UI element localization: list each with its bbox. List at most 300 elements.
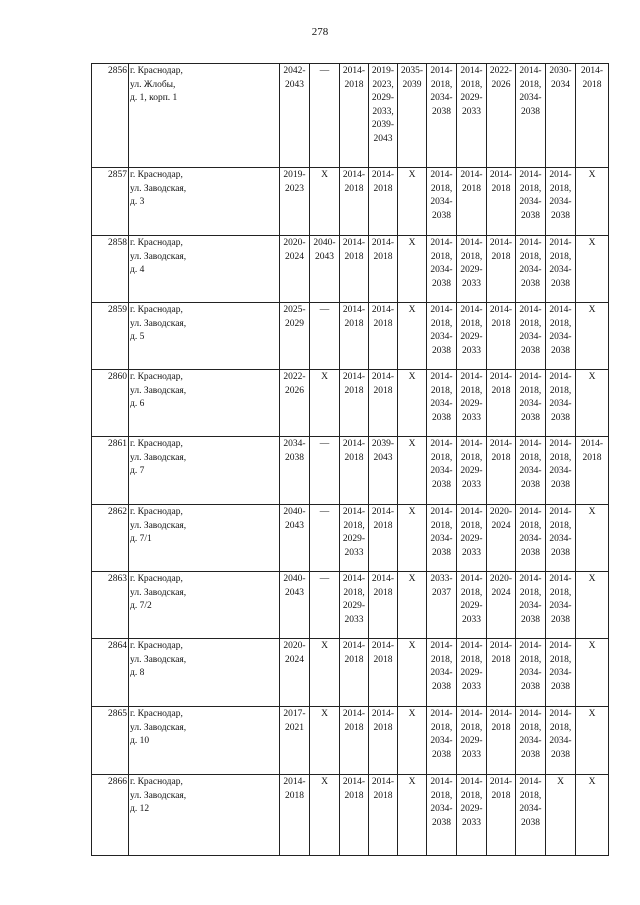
period-line: 2034- — [430, 332, 453, 342]
address-line: ул. Заводская, — [130, 790, 187, 801]
period-line: 2014- — [460, 305, 483, 315]
table-row — [92, 168, 609, 236]
address-line: д. 7 — [130, 466, 145, 476]
schedule-period-cell — [487, 303, 516, 370]
schedule-period-cell — [369, 639, 398, 707]
repair-schedule-table — [91, 63, 609, 856]
period-line: 2018, — [430, 79, 453, 90]
period-line: 2034- — [430, 197, 453, 207]
period-line: 2019- — [371, 66, 395, 76]
period-line: Х — [588, 507, 596, 517]
period-line: 2018, — [519, 318, 542, 329]
period-line: 2026 — [285, 385, 304, 396]
schedule-period-cell — [546, 64, 576, 168]
schedule-period-cell — [576, 505, 609, 572]
period-line: 2038 — [432, 412, 451, 423]
schedule-period-cell — [340, 505, 369, 572]
period-line: 2018, — [460, 654, 483, 665]
period-line: 2038 — [551, 681, 570, 692]
period-line: 2023, — [372, 79, 394, 90]
address-line: ул. Заводская, — [130, 318, 187, 329]
row-number-cell: 2860 — [92, 370, 129, 437]
period-line: Х — [588, 641, 596, 651]
schedule-period-cell — [487, 370, 516, 437]
schedule-period-cell — [487, 505, 516, 572]
schedule-period-cell — [340, 303, 369, 370]
schedule-period-cell — [546, 639, 576, 707]
address-line: ул. Заводская, — [130, 654, 187, 665]
period-line: 2043 — [373, 133, 393, 144]
period-line: 2033 — [462, 106, 481, 117]
schedule-period-cell — [280, 775, 310, 856]
period-line: 2034- — [519, 197, 542, 207]
schedule-period-cell — [427, 236, 457, 303]
schedule-period-cell — [516, 168, 546, 236]
period-line: 2018, — [460, 790, 483, 801]
period-line: 2014- — [549, 641, 572, 651]
schedule-period-cell — [369, 775, 398, 856]
schedule-period-cell — [516, 639, 546, 707]
schedule-period-cell — [457, 236, 487, 303]
period-line: 2014- — [371, 170, 395, 180]
period-line: 2038 — [521, 817, 540, 828]
schedule-period-cell — [427, 775, 457, 856]
period-line: 2014- — [519, 238, 542, 248]
schedule-period-cell — [310, 639, 340, 707]
address-line: ул. Жлобы, — [130, 79, 176, 90]
period-line: Х — [408, 372, 416, 382]
period-line: 2018 — [373, 183, 393, 194]
schedule-period-cell — [398, 505, 427, 572]
period-line: Х — [408, 439, 416, 449]
period-line: 2014- — [460, 439, 483, 449]
period-line: Х — [321, 709, 328, 719]
period-line: 2038 — [551, 210, 570, 221]
table-row — [92, 572, 609, 639]
schedule-period-cell — [576, 303, 609, 370]
period-line: 2034- — [430, 804, 453, 814]
period-line: Х — [588, 170, 596, 180]
period-line: 2022- — [283, 372, 306, 382]
period-line: 2018, — [460, 452, 483, 463]
period-line: 2034- — [549, 265, 572, 275]
period-line: 2038 — [432, 749, 451, 760]
period-line: 2023 — [285, 183, 304, 194]
period-line: 2018, — [549, 722, 572, 733]
address-cell — [129, 775, 280, 856]
period-line: 2033 — [462, 278, 481, 289]
period-line: 2029- — [460, 265, 483, 275]
period-line: 2024 — [285, 654, 304, 665]
period-line: — — [319, 66, 330, 76]
period-line: — — [319, 305, 330, 315]
period-line: 2018 — [582, 79, 602, 90]
period-line: 2034- — [519, 534, 542, 544]
period-line: 2038 — [432, 345, 451, 356]
period-line: 2018, — [549, 654, 572, 665]
schedule-period-cell — [427, 168, 457, 236]
period-line: 2029 — [285, 318, 304, 329]
period-line: 2024 — [491, 520, 511, 531]
address-line: д. 3 — [130, 197, 145, 207]
period-line: 2018, — [519, 722, 542, 733]
period-line: — — [319, 507, 330, 517]
period-line: Х — [588, 777, 596, 787]
period-line: Х — [588, 372, 596, 382]
period-line: 2026 — [491, 79, 511, 90]
schedule-period-cell — [398, 639, 427, 707]
address-line: д. 6 — [130, 399, 145, 409]
address-line: д. 1, корп. 1 — [130, 93, 178, 103]
period-line: Х — [321, 170, 328, 180]
schedule-period-cell — [280, 707, 310, 775]
period-line: 2043 — [285, 79, 304, 90]
period-line: 2021 — [285, 722, 304, 733]
period-line: 2034- — [519, 601, 542, 611]
period-line: 2014- — [342, 439, 366, 449]
period-line: 2034- — [549, 668, 572, 678]
schedule-period-cell — [546, 437, 576, 505]
period-line: 2033 — [462, 479, 481, 490]
row-number-cell: 2861 — [92, 437, 129, 505]
schedule-period-cell — [487, 437, 516, 505]
period-line: 2020- — [489, 507, 513, 517]
period-line: 2029- — [460, 332, 483, 342]
table-row — [92, 236, 609, 303]
schedule-period-cell — [340, 437, 369, 505]
period-line: Х — [588, 574, 596, 584]
row-number-cell: 2856 — [92, 64, 129, 168]
address-line: г. Краснодар, — [130, 709, 183, 719]
address-cell — [129, 707, 280, 775]
period-line: 2018, — [519, 251, 542, 262]
schedule-period-cell — [280, 236, 310, 303]
schedule-period-cell — [398, 236, 427, 303]
address-line: д. 8 — [130, 668, 145, 678]
schedule-period-cell — [546, 168, 576, 236]
period-line: 2014- — [519, 777, 542, 787]
period-line: 2018, — [549, 520, 572, 531]
period-line: 2018, — [460, 318, 483, 329]
period-line: Х — [408, 507, 416, 517]
period-line: 2038 — [551, 345, 570, 356]
period-line: 2018, — [430, 251, 453, 262]
period-line: 2014- — [460, 574, 483, 584]
period-line: 2038 — [521, 749, 540, 760]
schedule-period-cell — [427, 707, 457, 775]
schedule-period-cell — [398, 370, 427, 437]
period-line: 2018 — [491, 654, 511, 665]
period-line: 2014- — [430, 238, 453, 248]
period-line: 2014- — [580, 66, 604, 76]
period-line: 2034 — [551, 79, 570, 90]
period-line: 2038 — [432, 210, 451, 221]
period-line: 2014- — [460, 777, 483, 787]
period-line: 2018, — [343, 520, 365, 531]
period-line: — — [319, 574, 330, 584]
row-number-cell: 2858 — [92, 236, 129, 303]
period-line: Х — [588, 305, 596, 315]
period-line: 2040- — [283, 574, 306, 584]
schedule-period-cell — [457, 707, 487, 775]
schedule-period-cell — [398, 775, 427, 856]
period-line: 2014- — [342, 372, 366, 382]
schedule-period-cell — [369, 168, 398, 236]
address-cell — [129, 303, 280, 370]
schedule-period-cell — [398, 707, 427, 775]
period-line: 2018 — [344, 385, 364, 396]
schedule-period-cell — [457, 505, 487, 572]
address-line: ул. Заводская, — [130, 520, 187, 531]
address-line: г. Краснодар, — [130, 777, 183, 787]
schedule-period-cell — [369, 236, 398, 303]
period-line: 2014- — [489, 709, 513, 719]
page-number: 278 — [311, 26, 329, 38]
period-line: 2018, — [519, 385, 542, 396]
period-line: Х — [321, 372, 328, 382]
address-line: г. Краснодар, — [130, 439, 183, 449]
period-line: 2018, — [460, 587, 483, 598]
period-line: 2018 — [491, 318, 511, 329]
period-line: 2034- — [549, 197, 572, 207]
period-line: 2014- — [549, 709, 572, 719]
address-cell — [129, 370, 280, 437]
table-row — [92, 437, 609, 505]
schedule-period-cell — [398, 572, 427, 639]
period-line: 2018 — [491, 251, 511, 262]
address-line: ул. Заводская, — [130, 183, 187, 194]
period-line: 2018 — [582, 452, 602, 463]
period-line: 2018 — [373, 251, 393, 262]
schedule-period-cell — [398, 64, 427, 168]
address-line: г. Краснодар, — [130, 305, 183, 315]
schedule-period-cell — [369, 370, 398, 437]
period-line: 2018, — [549, 183, 572, 194]
schedule-period-cell — [340, 639, 369, 707]
table-row — [92, 370, 609, 437]
schedule-period-cell — [576, 437, 609, 505]
schedule-period-cell — [546, 505, 576, 572]
schedule-period-cell — [398, 303, 427, 370]
address-cell — [129, 505, 280, 572]
schedule-period-cell — [427, 639, 457, 707]
period-line: 2018, — [430, 520, 453, 531]
schedule-period-cell — [340, 236, 369, 303]
schedule-period-cell — [576, 707, 609, 775]
period-line: 2014- — [371, 574, 395, 584]
period-line: 2038 — [285, 452, 304, 463]
schedule-period-cell — [427, 572, 457, 639]
schedule-period-cell — [369, 64, 398, 168]
period-line: 2038 — [521, 614, 540, 625]
period-line: 2039- — [371, 120, 395, 130]
schedule-period-cell — [369, 707, 398, 775]
period-line: 2018, — [430, 452, 453, 463]
period-line: 2038 — [551, 479, 570, 490]
address-line: г. Краснодар, — [130, 238, 183, 248]
schedule-period-cell — [340, 168, 369, 236]
period-line: 2014- — [430, 507, 453, 517]
period-line: 2018, — [430, 790, 453, 801]
period-line: 2018 — [462, 183, 481, 194]
schedule-period-cell — [487, 639, 516, 707]
period-line: 2043 — [373, 452, 393, 463]
period-line: 2034- — [519, 736, 542, 746]
period-line: 2038 — [432, 106, 451, 117]
schedule-period-cell — [280, 168, 310, 236]
period-line: 2040- — [283, 507, 306, 517]
schedule-period-cell — [516, 775, 546, 856]
period-line: 2029- — [460, 668, 483, 678]
period-line: 2034- — [430, 93, 453, 103]
period-line: Х — [408, 170, 416, 180]
period-line: 2018 — [491, 722, 511, 733]
period-line: 2014- — [430, 305, 453, 315]
period-line: 2014- — [549, 372, 572, 382]
period-line: 2014- — [460, 170, 483, 180]
address-cell — [129, 639, 280, 707]
schedule-period-cell — [487, 707, 516, 775]
schedule-period-cell — [487, 775, 516, 856]
period-line: 2043 — [315, 251, 334, 262]
schedule-period-cell — [457, 437, 487, 505]
period-line: Х — [408, 238, 416, 248]
row-number-cell: 2862 — [92, 505, 129, 572]
row-number-cell: 2864 — [92, 639, 129, 707]
period-line: 2014- — [549, 507, 572, 517]
period-line: Х — [588, 238, 596, 248]
period-line: 2019- — [283, 170, 306, 180]
schedule-period-cell — [310, 505, 340, 572]
period-line: 2014- — [580, 439, 604, 449]
period-line: 2014- — [519, 507, 542, 517]
period-line: 2018 — [285, 790, 304, 801]
address-line: д. 4 — [130, 265, 145, 275]
period-line: 2014- — [430, 66, 453, 76]
period-line: 2014- — [371, 507, 395, 517]
schedule-period-cell — [546, 303, 576, 370]
period-line: 2034- — [549, 399, 572, 409]
period-line: 2033 — [462, 614, 481, 625]
schedule-period-cell — [516, 236, 546, 303]
period-line: 2018, — [519, 587, 542, 598]
address-line: ул. Заводская, — [130, 251, 187, 262]
period-line: 2014- — [430, 439, 453, 449]
period-line: 2018 — [344, 318, 364, 329]
period-line: 2014- — [460, 507, 483, 517]
period-line: 2033, — [372, 106, 394, 117]
schedule-period-cell — [546, 707, 576, 775]
schedule-period-cell — [398, 168, 427, 236]
row-number-cell: 2859 — [92, 303, 129, 370]
period-line: 2038 — [521, 345, 540, 356]
period-line: 2038 — [551, 278, 570, 289]
period-line: 2018 — [344, 722, 364, 733]
period-line: 2038 — [521, 106, 540, 117]
address-line: д. 7/2 — [130, 601, 152, 611]
schedule-period-cell — [487, 236, 516, 303]
period-line: 2034- — [430, 265, 453, 275]
period-line: 2033 — [462, 547, 481, 558]
period-line: 2014- — [460, 66, 483, 76]
schedule-period-cell — [310, 775, 340, 856]
schedule-period-cell — [457, 775, 487, 856]
period-line: 2038 — [551, 412, 570, 423]
period-line: 2014- — [489, 439, 513, 449]
address-cell — [129, 168, 280, 236]
address-line: ул. Заводская, — [130, 587, 187, 598]
schedule-period-cell — [280, 64, 310, 168]
address-line: д. 12 — [130, 804, 150, 814]
period-line: 2018 — [373, 385, 393, 396]
period-line: 2018, — [430, 183, 453, 194]
period-line: 2018 — [373, 520, 393, 531]
period-line: 2029- — [371, 93, 395, 103]
period-line: 2038 — [521, 278, 540, 289]
period-line: Х — [408, 641, 416, 651]
schedule-period-cell — [340, 572, 369, 639]
period-line: 2034- — [430, 466, 453, 476]
period-line: 2018 — [344, 452, 364, 463]
schedule-period-cell — [369, 572, 398, 639]
period-line: 2014- — [430, 641, 453, 651]
address-cell — [129, 572, 280, 639]
period-line: 2014- — [549, 574, 572, 584]
address-line: д. 10 — [130, 736, 150, 746]
period-line: 2018 — [344, 79, 364, 90]
schedule-period-cell — [516, 572, 546, 639]
schedule-period-cell — [576, 236, 609, 303]
period-line: 2014- — [430, 777, 453, 787]
period-line: 2018 — [491, 790, 511, 801]
schedule-period-cell — [310, 572, 340, 639]
period-line: 2038 — [521, 412, 540, 423]
table-body — [92, 64, 609, 856]
schedule-period-cell — [340, 370, 369, 437]
period-line: 2038 — [551, 614, 570, 625]
address-line: ул. Заводская, — [130, 452, 187, 463]
period-line: 2018 — [344, 654, 364, 665]
period-line: 2014- — [489, 305, 513, 315]
schedule-period-cell — [487, 64, 516, 168]
schedule-period-cell — [280, 639, 310, 707]
period-line: 2034- — [519, 332, 542, 342]
table-row — [92, 303, 609, 370]
schedule-period-cell — [516, 707, 546, 775]
schedule-period-cell — [310, 707, 340, 775]
period-line: 2020- — [283, 238, 306, 248]
schedule-period-cell — [576, 572, 609, 639]
period-line: Х — [408, 777, 416, 787]
period-line: 2018, — [519, 654, 542, 665]
period-line: 2038 — [432, 681, 451, 692]
schedule-period-cell — [516, 64, 546, 168]
period-line: 2018, — [430, 654, 453, 665]
period-line: 2018, — [549, 251, 572, 262]
table-row — [92, 707, 609, 775]
period-line: 2033 — [462, 412, 481, 423]
period-line: 2014- — [371, 305, 395, 315]
schedule-period-cell — [340, 775, 369, 856]
period-line: 2018, — [549, 587, 572, 598]
period-line: 2014- — [549, 439, 572, 449]
address-line: г. Краснодар, — [130, 66, 183, 76]
period-line: 2018 — [373, 587, 393, 598]
period-line: 2038 — [432, 547, 451, 558]
schedule-period-cell — [427, 370, 457, 437]
period-line: 2018, — [519, 452, 542, 463]
address-line: д. 7/1 — [130, 534, 152, 544]
